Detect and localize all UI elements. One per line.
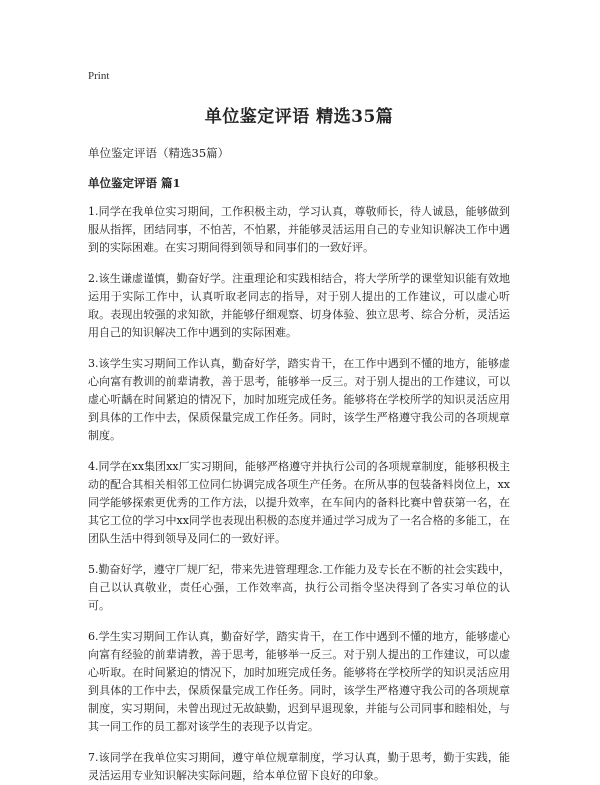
paragraph-5: 5.勤奋好学，遵守厂规厂纪，带来先进管理理念.工作能力及专长在不断的社会实践中，自己以认真敬业，责任心强，工作效率高，执行公司指令坚决得到了各实习单位的认可。: [88, 563, 510, 612]
print-label: Print: [88, 70, 110, 82]
paragraph-2: 2.该生谦虚谨慎，勤奋好学。注重理论和实践相结合，将大学所学的课堂知识能有效地运用于实际工作中，认真听取老同志的指导，对于别人提出的工作建议，可以虚心听取。表现出较强的求知欲，并能够仔细观察、切身体验、独立思考、综合分析，灵活运用自己的知识解决工作中遇到的实际困难。: [88, 272, 510, 339]
paragraph-1: 1.同学在我单位实习期间，工作积极主动，学习认真，尊敬师长，待人诚恳，能够做到服从指挥，团结同事，不怕苦，不怕累，并能够灵活运用自己的专业知识解决工作中遇到的实际困难。在实习期间得到领导和同事们的一致好评。: [88, 205, 510, 254]
paragraph-3: 3.该学生实习期间工作认真，勤奋好学，踏实肯干，在工作中遇到不懂的地方，能够虚心向富有教训的前辈请教，善于思考，能够举一反三。对于别人提出的工作建议，可以虚心听龋在时间紧迫的情况下，加时加班完成任务。能够将在学校所学的知识灵活应用到具体的工作中去，保质保量完成工作任务。同时，该学生严格遵守我公司的各项规章制度。: [88, 357, 510, 442]
paragraph-6: 6.学生实习期间工作认真，勤奋好学，踏实肯干，在工作中遇到不懂的地方，能够虚心向富有经验的前辈请教，善于思考，能够举一反三。对于别人提出的工作建议，可以虚心听取。在时间紧迫的情况下，加时加班完成任务。能够将在学校所学的知识灵活应用到具体的工作中去，保质保量完成工作任务。同时，该学生严格遵守我公司的各项规章制度，实习期间，未曾出现过无故缺勤，迟到早退现象，并能与公司同事和睦相处，与其一同工作的员工都对该学生的表现予以肯定。: [88, 630, 510, 733]
section-heading: 单位鉴定评语 篇1: [88, 176, 181, 190]
document-subtitle: 单位鉴定评语（精选35篇）: [88, 146, 230, 160]
paragraph-4: 4.同学在xx集团xx厂实习期间，能够严格遵守并执行公司的各项规章制度，能够积极主动的配合其相关相邻工位同仁协调完成各项生产任务。在所从事的包装备料岗位上，xx同学能够探索更优秀的工作方法，以提升效率，在车间内的备料比赛中曾获第一名，在其它工位的学习中xx同学也表现出积极的态度并通过学习成为了一名合格的多能工，在团队生活中得到领导及同仁的一致好评。: [88, 460, 510, 545]
document-title: 单位鉴定评语 精选35篇: [204, 107, 394, 127]
paragraph-7: 7.该同学在我单位实习期间，遵守单位规章制度，学习认真，勤于思考，勤于实践，能灵活运用专业知识解决实际问题，给本单位留下良好的印象。: [88, 751, 510, 782]
